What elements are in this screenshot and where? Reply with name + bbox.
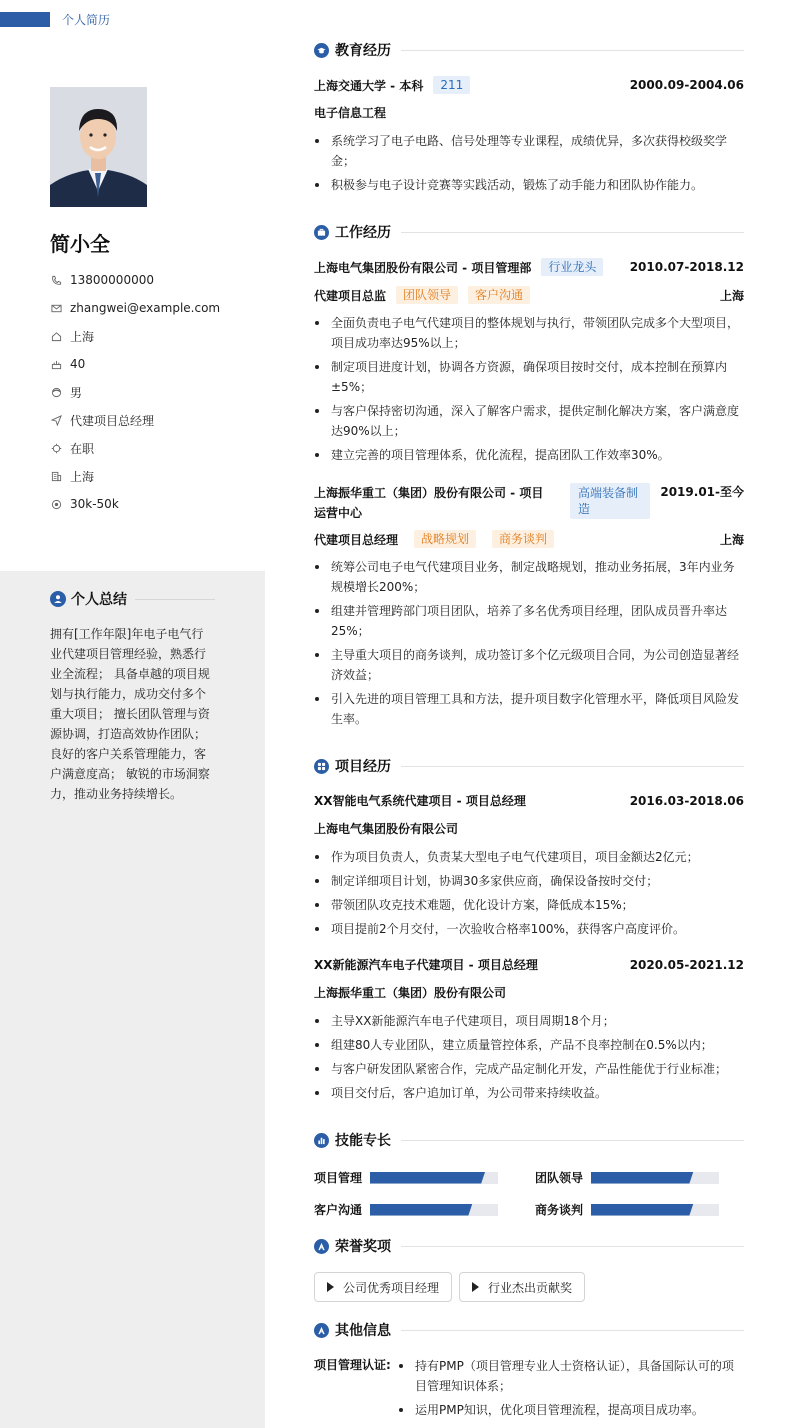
list-item: 引入先进的项目管理工具和方法，提升项目数字化管理水平，降低项目风险发生率。 [314, 689, 744, 729]
skill-item [535, 1169, 719, 1186]
user-icon [50, 591, 66, 607]
briefcase-icon [314, 225, 329, 240]
skill-label: 团队领导 [535, 1171, 584, 1185]
list-item: 制定项目进度计划，协调各方资源，确保项目按时交付，成本控制在预算内±5%； [314, 357, 744, 397]
project-company: 上海振华重工（集团）股份有限公司 [314, 986, 507, 1000]
work-divider [401, 232, 744, 233]
project-1-header [314, 792, 744, 809]
salary-value: 30k-50k [70, 497, 119, 511]
skill-item [314, 1201, 498, 1218]
skill-label: 商务谈判 [535, 1203, 584, 1217]
skill-bar [591, 1204, 719, 1216]
company-tag: 高端装备制造 [570, 483, 650, 519]
award-label: 公司优秀项目经理 [343, 1280, 440, 1295]
project-2-company-row [314, 984, 744, 1001]
education-major: 电子信息工程 [314, 106, 387, 120]
phone-value: 13800000000 [70, 273, 154, 287]
status-value: 在职 [70, 441, 95, 456]
skills-divider [401, 1140, 744, 1141]
award-chip[interactable] [459, 1272, 585, 1302]
status-row [50, 434, 220, 462]
award-label: 行业杰出贡献奖 [488, 1280, 573, 1295]
cake-icon [50, 358, 62, 370]
education-divider [401, 50, 744, 51]
position-value: 代建项目总经理 [70, 413, 155, 428]
profile-name: 简小全 [50, 232, 110, 256]
list-item: 持有PMP（项目管理专业人士资格认证），具备国际认可的项目管理知识体系； [398, 1356, 744, 1396]
school-name: 上海交通大学 - 本科 [314, 78, 424, 93]
phone-row [50, 266, 220, 294]
phone-icon [50, 274, 62, 286]
skill-label: 项目管理 [314, 1171, 363, 1185]
skill-item [535, 1201, 719, 1218]
company-tag: 行业龙头 [541, 258, 603, 276]
city-value: 上海 [70, 469, 95, 484]
project-company: 上海电气集团股份有限公司 [314, 822, 459, 836]
list-item: 主导重大项目的商务谈判，成功签订多个亿元级项目合同，为公司创造显著经济效益； [314, 645, 744, 685]
list-item: 主导XX新能源汽车电子代建项目，项目周期18个月； [314, 1011, 744, 1031]
play-icon [327, 1282, 334, 1292]
education-bullets [314, 131, 744, 199]
role-tag: 客户沟通 [468, 286, 530, 304]
company-name: 上海电气集团股份有限公司 - 项目管理部 [314, 260, 532, 275]
skill-bar [370, 1172, 498, 1184]
status-icon [50, 442, 62, 454]
mail-icon [50, 302, 62, 314]
other-title: 其他信息 [335, 1323, 391, 1339]
project-period: 2016.03-2018.06 [629, 793, 744, 808]
skill-bar [591, 1172, 719, 1184]
city-row [50, 462, 220, 490]
project-period: 2020.05-2021.12 [629, 957, 744, 972]
home-icon [50, 330, 62, 342]
projects-heading [314, 756, 744, 776]
work-item-1-bullets [314, 313, 744, 469]
awards-divider [401, 1246, 744, 1247]
education-period: 2000.09-2004.06 [629, 78, 744, 92]
education-heading [314, 40, 744, 60]
awards-title: 荣誉奖项 [335, 1239, 391, 1255]
school-tag: 211 [433, 76, 470, 94]
salary-icon [50, 498, 62, 510]
other-heading [314, 1320, 744, 1340]
age-value: 40 [70, 357, 86, 371]
list-item: 制定详细项目计划，协调30多家供应商，确保设备按时交付； [314, 871, 744, 891]
building-icon [50, 470, 62, 482]
project-name: XX智能电气系统代建项目 - 项目总经理 [314, 794, 526, 808]
work-city: 上海 [719, 288, 744, 303]
project-name: XX新能源汽车电子代建项目 - 项目总经理 [314, 958, 538, 972]
list-item: 全面负责电子电气代建项目的整体规划与执行，带领团队完成多个大型项目，项目成功率达95%以上； [314, 313, 744, 353]
list-item: 与客户保持密切沟通，深入了解客户需求，提供定制化解决方案，客户满意度达90%以上； [314, 401, 744, 441]
age-row [50, 350, 220, 378]
summary-heading [50, 589, 215, 609]
skills-title: 技能专长 [335, 1133, 391, 1149]
skill-bar-fill [370, 1204, 472, 1216]
skill-bar [370, 1204, 498, 1216]
award-icon [314, 1239, 329, 1254]
work-item-2-bullets [314, 557, 744, 733]
list-item: 带领团队攻克技术难题，优化设计方案，降低成本15%； [314, 895, 744, 915]
project-2-bullets [314, 1011, 744, 1107]
work-heading [314, 222, 744, 242]
summary-title: 个人总结 [71, 592, 127, 608]
work-item-2-role [314, 530, 744, 548]
location-row [50, 322, 220, 350]
summary-text: 拥有[工作年限]年电子电气行业代建项目管理经验，熟悉行业全流程； 具备卓越的项目规划与执行能力，成功交付多个重大项目； 擅长团队管理与资源协调，打造高效协作团队； 良好的客户关系管理能力，客户满意度高； 敏锐的市场洞察力，推动业务持续增长。 [50, 627, 210, 801]
skill-item [314, 1169, 498, 1186]
work-item-1-header [314, 258, 744, 276]
project-2-header [314, 956, 744, 973]
other-bullets [398, 1356, 744, 1424]
list-item: 系统学习了电子电路、信号处理等专业课程，成绩优异，多次获得校级奖学金； [314, 131, 744, 171]
grid-icon [314, 759, 329, 774]
role-tag: 战略规划 [414, 530, 476, 548]
play-icon [472, 1282, 479, 1292]
award-chip[interactable] [314, 1272, 452, 1302]
info-icon [314, 1323, 329, 1338]
contact-info-list [50, 266, 220, 518]
list-item: 建立完善的项目管理体系，优化流程，提高团队工作效率30%。 [314, 445, 744, 465]
skills-heading [314, 1130, 744, 1150]
role-tag: 商务谈判 [492, 530, 554, 548]
projects-title: 项目经历 [335, 759, 391, 775]
bar-chart-icon [314, 1133, 329, 1148]
gender-row [50, 378, 220, 406]
gender-icon [50, 386, 62, 398]
graduation-cap-icon [314, 43, 329, 58]
role-tag: 团队领导 [396, 286, 458, 304]
list-item: 组建80人专业团队，建立质量管控体系，产品不良率控制在0.5%以内； [314, 1035, 744, 1055]
list-item: 积极参与电子设计竞赛等实践活动，锻炼了动手能力和团队协作能力。 [314, 175, 744, 195]
position-row [50, 406, 220, 434]
skill-bar-fill [370, 1172, 485, 1184]
list-item: 项目提前2个月交付，一次验收合格率100%，获得客户高度评价。 [314, 919, 744, 939]
education-major-row [314, 104, 744, 121]
skill-label: 客户沟通 [314, 1203, 363, 1217]
education-title: 教育经历 [335, 43, 391, 59]
other-label: 项目管理认证: [314, 1358, 391, 1372]
email-value: zhangwei@example.com [70, 301, 221, 315]
header-label: 个人简历 [62, 13, 111, 27]
projects-divider [401, 766, 744, 767]
header-accent-bar [0, 12, 50, 27]
list-item: 组建并管理跨部门项目团队，培养了多名优秀项目经理，团队成员晋升率达25%； [314, 601, 744, 641]
project-1-bullets [314, 847, 744, 943]
list-item: 统筹公司电子电气代建项目业务，制定战略规划，推动业务拓展，3年内业务规模增长200%； [314, 557, 744, 597]
summary-divider [135, 599, 215, 600]
role-title: 代建项目总监 [314, 288, 387, 303]
location-value: 上海 [70, 329, 95, 344]
list-item: 作为项目负责人，负责某大型电子电气代建项目，项目金额达2亿元； [314, 847, 744, 867]
list-item: 项目交付后，客户追加订单，为公司带来持续收益。 [314, 1083, 744, 1103]
project-1-company-row [314, 820, 744, 837]
awards-heading [314, 1236, 744, 1256]
other-divider [401, 1330, 744, 1331]
profile-photo [50, 87, 147, 207]
work-period: 2019.01-至今 [660, 485, 744, 499]
skill-bar-fill [591, 1172, 693, 1184]
send-icon [50, 414, 62, 426]
work-item-1-role [314, 286, 744, 304]
work-city: 上海 [719, 532, 744, 547]
email-row [50, 294, 220, 322]
gender-value: 男 [70, 385, 83, 400]
company-name: 上海振华重工（集团）股份有限公司 - 项目运营中心 [314, 486, 544, 520]
role-title: 代建项目总经理 [314, 532, 399, 547]
skill-bar-fill [591, 1204, 693, 1216]
work-title: 工作经历 [335, 225, 391, 241]
work-period: 2010.07-2018.12 [629, 260, 744, 274]
education-item-header [314, 76, 744, 94]
work-item-2-header [314, 483, 744, 523]
salary-row [50, 490, 220, 518]
list-item: 运用PMP知识，优化项目管理流程，提高项目成功率。 [398, 1400, 744, 1420]
list-item: 与客户研发团队紧密合作，完成产品定制化开发，产品性能优于行业标准； [314, 1059, 744, 1079]
